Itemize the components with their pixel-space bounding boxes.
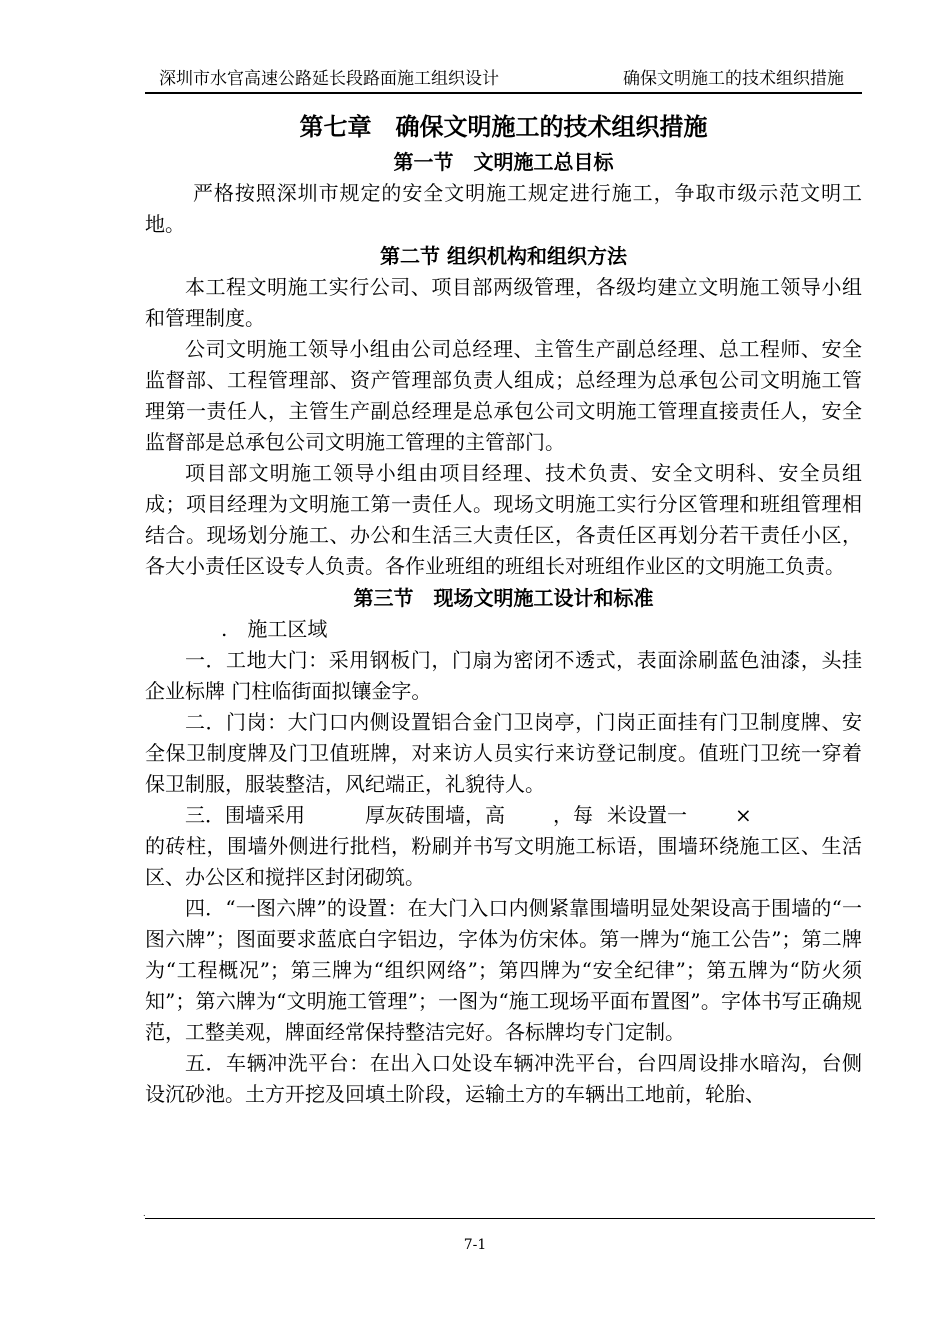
item-3-enclosure-wall bbox=[145, 800, 862, 893]
chapter-title: 第七章 确保文明施工的技术组织措施 bbox=[299, 112, 708, 141]
item-3-text-e: × bbox=[735, 803, 752, 827]
header-project-title: 深圳市水官高速公路延长段路面施工组织设计 bbox=[159, 69, 499, 89]
page-body bbox=[145, 108, 862, 1110]
item-1-gate: 一．工地大门：采用钢板门，门扇为密闭不透式，表面涂刷蓝色油漆，头挂企业标牌 门柱临街面拟镶金字。 bbox=[145, 648, 862, 703]
running-header bbox=[145, 66, 862, 94]
section-1-title: 第一节 文明施工总目标 bbox=[393, 150, 614, 174]
footer-rule bbox=[145, 1218, 875, 1219]
item-3-text-f: 的砖柱，围墙外侧进行批档，粉刷并书写文明施工标语，围墙环绕施工区、生活区、办公区和搅拌区封闭砌筑。 bbox=[145, 834, 862, 889]
item-5-vehicle-wash: 五．车辆冲洗平台：在出入口处设车辆冲洗平台，台四周设排水暗沟，台侧设沉砂池。土方开挖及回填土阶段，运输土方的车辆出工地前，轮胎、 bbox=[145, 1051, 862, 1106]
section-2-title: 第二节 组织机构和组织方法 bbox=[380, 244, 627, 268]
item-2-guard-post: 二．门岗：大门口内侧设置铝合金门卫岗亭，门岗正面挂有门卫制度牌、安全保卫制度牌及门卫值班牌，对来访人员实行来访登记制度。值班门卫统一穿着保卫制服，服装整洁，风纪端正，礼貌待人。 bbox=[145, 710, 862, 796]
item-4-signboards: 四．“一图六牌”的设置：在大门入口内侧紧靠围墙明显处架设高于围墙的“一图六牌”；图面要求蓝底白字铝边，字体为仿宋体。第一牌为“施工公告”；第二牌为“工程概况”；第三牌为“组织网络”；第四牌为“安全纪律”；第五牌为“防火须知”；第六牌为“文明施工管理”；一图为“施工现场平面布置图”。字体书写正确规范，工整美观，牌面经常保持整洁完好。各标牌均专门定制。 bbox=[145, 896, 862, 1044]
item-3-text-c: ，每 bbox=[553, 803, 593, 827]
section-2-paragraph-1: 本工程文明施工实行公司、项目部两级管理，各级均建立文明施工领导小组和管理制度。 bbox=[145, 275, 862, 330]
section-3-title: 第三节 现场文明施工设计和标准 bbox=[353, 586, 654, 610]
section-3-subheading: . 施工区域 bbox=[221, 617, 328, 641]
section-2-paragraph-2: 公司文明施工领导小组由公司总经理、主管生产副总经理、总工程师、安全监督部、工程管理部、资产管理部负责人组成；总经理为总承包公司文明施工管理第一责任人，主管生产副总经理是总承包公司文明施工管理直接责任人，安全监督部是总承包公司文明施工管理的主管部门。 bbox=[145, 337, 862, 454]
header-chapter-title: 确保文明施工的技术组织措施 bbox=[623, 69, 844, 89]
item-3-text-d: 米设置一 bbox=[607, 803, 687, 827]
item-3-text-a: 三．围墙采用 bbox=[185, 803, 305, 827]
page-number: 7-1 bbox=[463, 1237, 487, 1253]
section-2-paragraph-3: 项目部文明施工领导小组由项目经理、技术负责、安全文明科、安全员组成；项目经理为文明施工第一责任人。现场文明施工实行分区管理和班组管理相结合。现场划分施工、办公和生活三大责任区，各责任区再划分若干责任小区，各大小责任区设专人负责。各作业班组的班组长对班组作业区的文明施工负责。 bbox=[145, 461, 862, 578]
footer-mark: . bbox=[143, 1209, 146, 1218]
item-3-text-b: 厚灰砖围墙，高 bbox=[365, 803, 505, 827]
section-1-paragraph: 严格按照深圳市规定的安全文明施工规定进行施工，争取市级示范文明工地。 bbox=[145, 181, 862, 236]
